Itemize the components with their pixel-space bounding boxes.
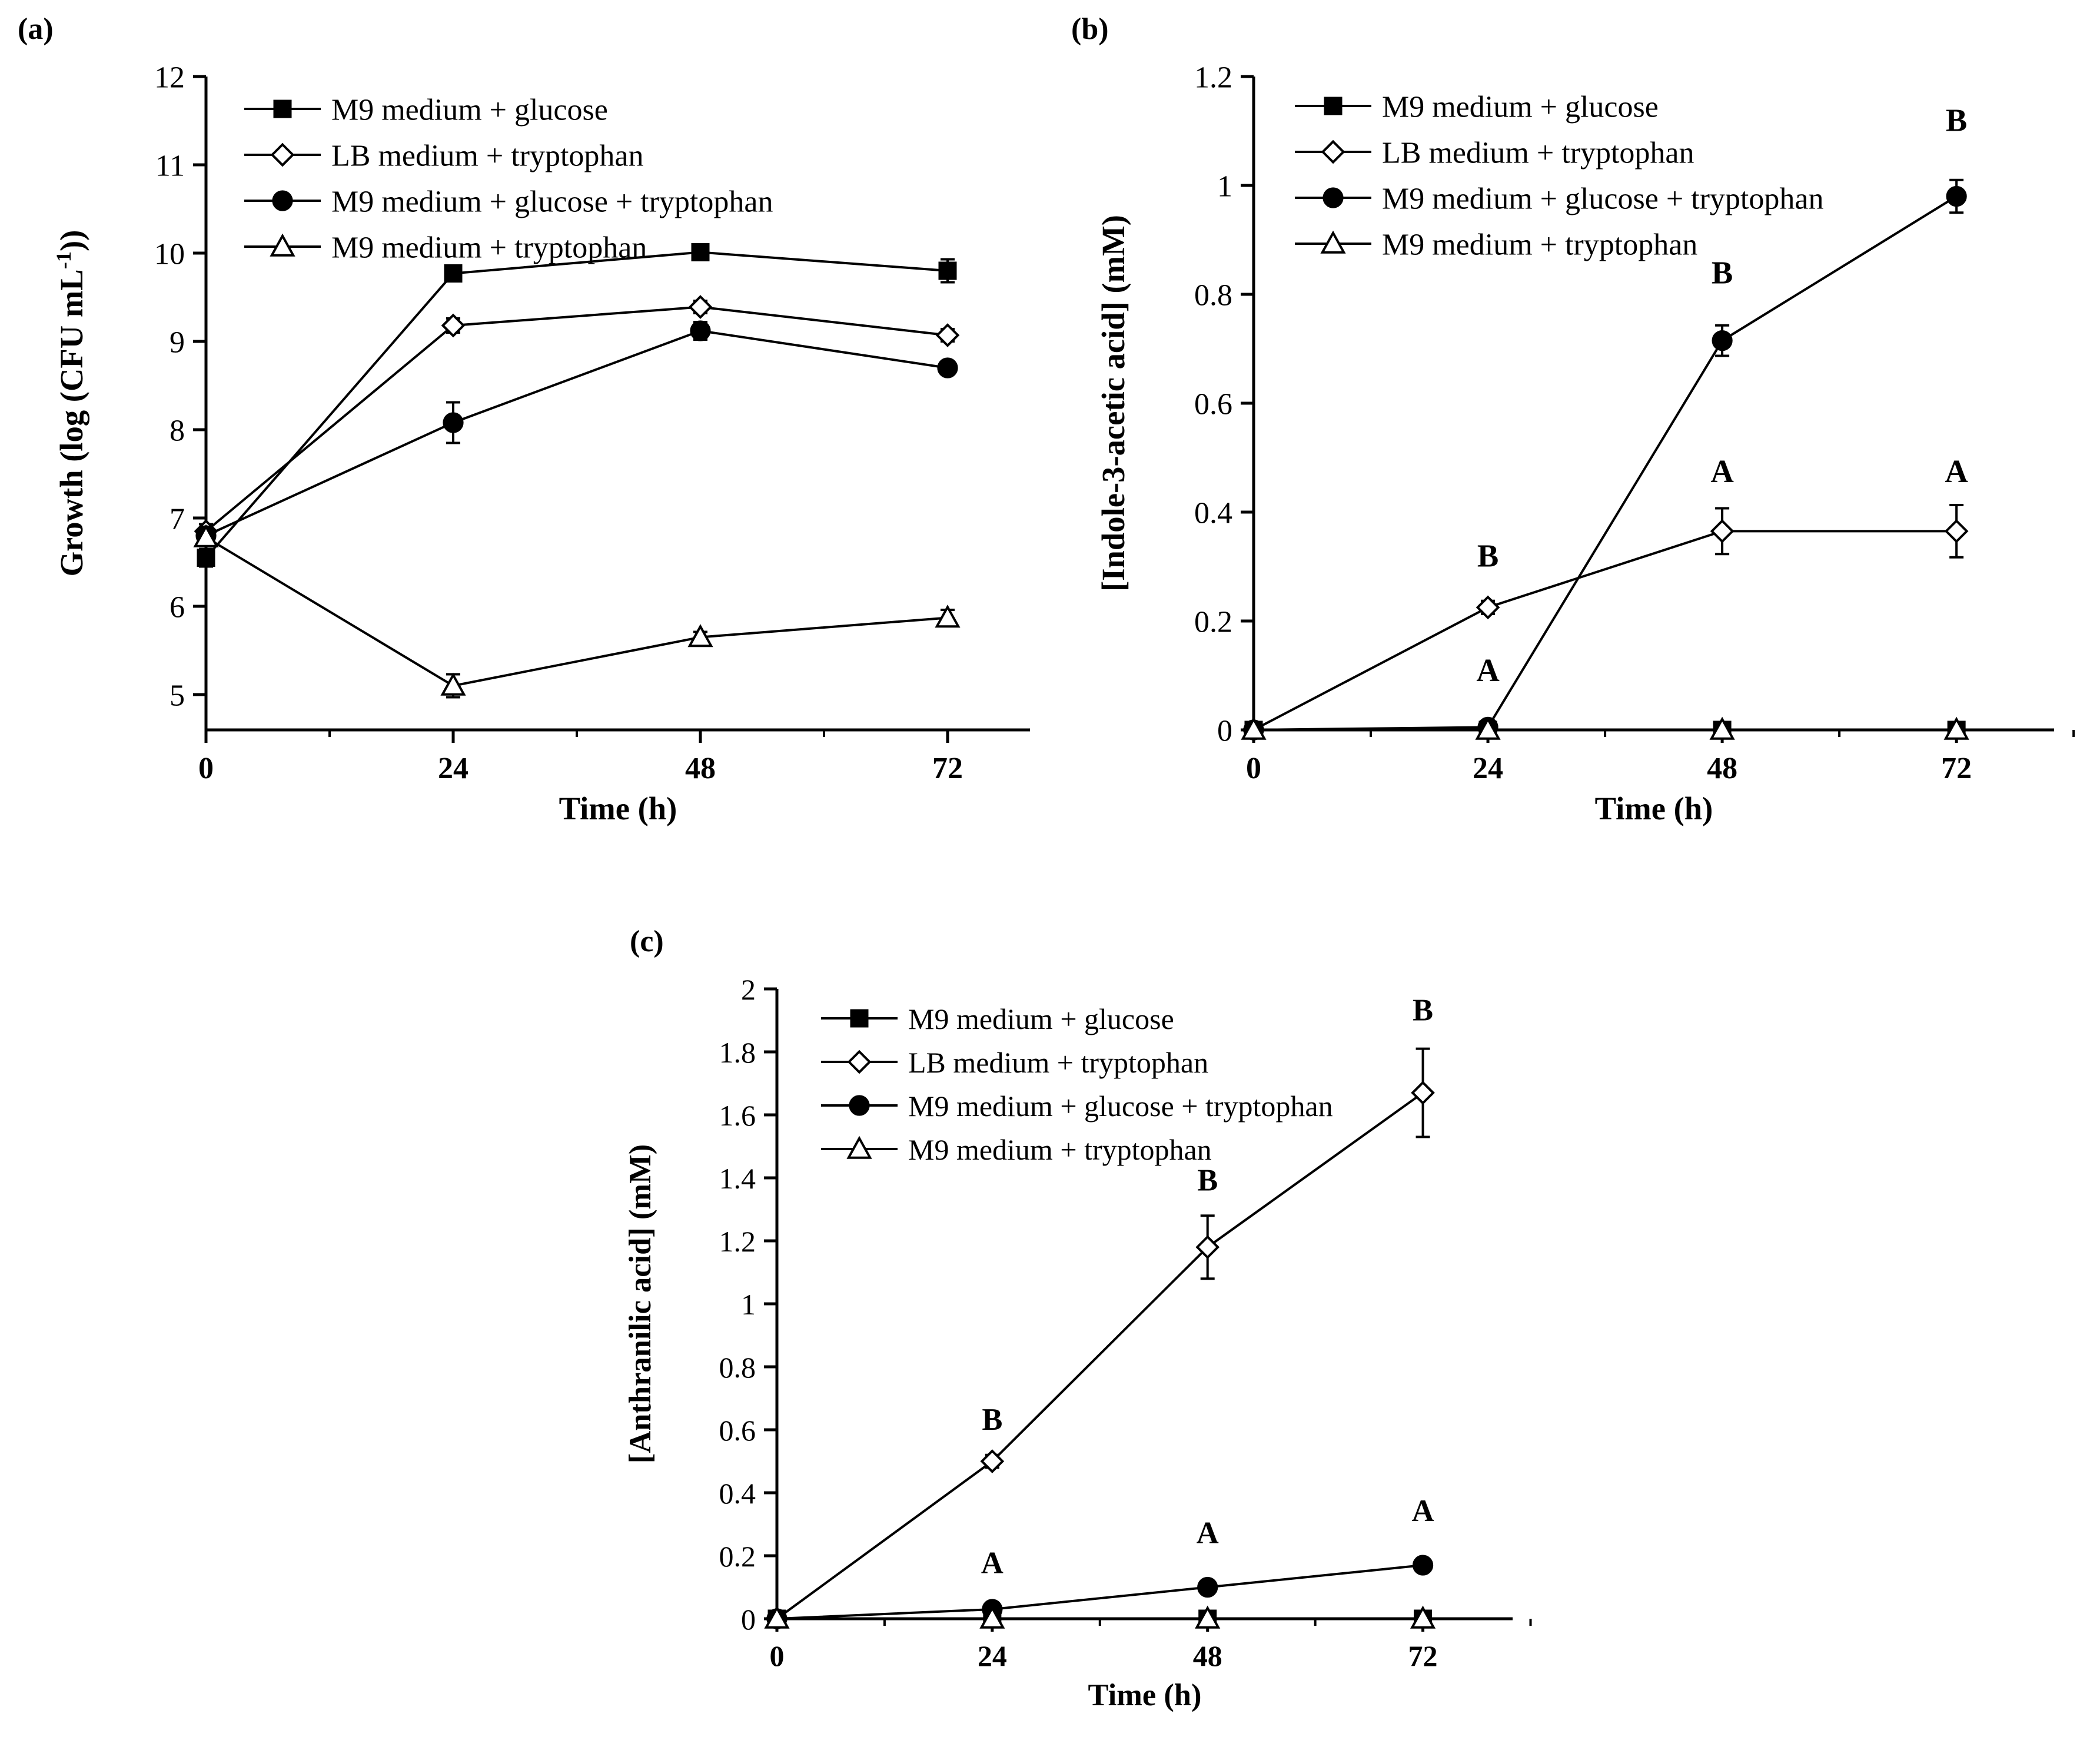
legend-item: [1295, 137, 1694, 170]
data-point-marker: [444, 413, 463, 432]
x-tick-label: 72: [1408, 1639, 1438, 1672]
y-tick-label: 0: [741, 1603, 756, 1636]
significance-label: B: [1945, 102, 1968, 138]
legend-item: [1295, 228, 1697, 262]
x-tick-label: 48: [1192, 1639, 1222, 1672]
legend-item: [821, 1133, 1212, 1166]
x-axis-title: Time (h): [1594, 791, 1713, 826]
y-tick-label: 0.4: [1194, 496, 1232, 530]
legend-label: M9 medium + tryptophan: [908, 1133, 1212, 1166]
legend-label: M9 medium + glucose: [1382, 90, 1659, 124]
legend-label: M9 medium + glucose + tryptophan: [1382, 182, 1824, 216]
legend-item: [244, 185, 773, 219]
data-point-marker: [850, 1096, 869, 1115]
legend-item: [821, 1090, 1333, 1123]
legend-label: LB medium + tryptophan: [908, 1046, 1209, 1079]
x-tick-label: 72: [1941, 752, 1972, 785]
series-filled-square: [198, 244, 956, 567]
y-tick-label: 0.6: [1194, 387, 1232, 421]
data-point-marker: [1324, 188, 1343, 207]
y-tick-label: 10: [154, 237, 185, 271]
y-tick-label: 1.2: [1194, 61, 1232, 95]
y-tick-label: 12: [154, 61, 185, 95]
data-point-marker: [274, 101, 291, 117]
y-axis-title: [Anthranilic acid] (mM): [623, 1144, 657, 1464]
series-line: [1254, 197, 1956, 730]
y-tick-label: 5: [170, 679, 185, 713]
x-tick-label: 24: [977, 1639, 1007, 1672]
significance-label: B: [1413, 993, 1434, 1028]
y-tick-label: 1.6: [719, 1099, 756, 1132]
data-point-marker: [273, 145, 293, 165]
y-tick-label: 0.4: [719, 1477, 756, 1510]
significance-label: B: [1711, 254, 1733, 291]
legend-label: M9 medium + glucose + tryptophan: [908, 1090, 1333, 1123]
data-point-marker: [849, 1052, 870, 1072]
data-point-marker: [1478, 597, 1498, 617]
x-tick-label: 72: [932, 752, 963, 785]
y-axis-title: Growth (log (CFU $mL^{-1}$)): [52, 230, 89, 577]
legend-item: [821, 1046, 1208, 1079]
significance-label: A: [1476, 652, 1500, 688]
data-point-marker: [1198, 1578, 1217, 1596]
data-point-marker: [1713, 331, 1732, 350]
y-tick-label: 0.6: [719, 1414, 756, 1447]
legend-item: [1295, 182, 1823, 216]
legend-label: M9 medium + glucose: [331, 93, 608, 127]
legend-label: LB medium + tryptophan: [1382, 136, 1694, 170]
data-point-marker: [198, 550, 214, 566]
panel-b-label: (b): [1071, 12, 1109, 46]
y-tick-label: 1: [741, 1288, 756, 1321]
legend-label: M9 medium + glucose + tryptophan: [331, 185, 773, 219]
significance-label: B: [1197, 1163, 1218, 1198]
data-point-marker: [1712, 521, 1733, 542]
series-open-diamond: [196, 297, 958, 542]
y-tick-label: 0.2: [1194, 605, 1232, 639]
series-line: [206, 537, 948, 686]
series-line: [1254, 531, 1956, 730]
data-point-marker: [691, 321, 710, 340]
x-tick-label: 24: [1473, 752, 1504, 785]
y-axis-title: [Indole-3-acetic acid] (mM): [1095, 215, 1131, 592]
data-point-marker: [938, 325, 958, 346]
data-point-marker: [1946, 521, 1967, 542]
x-tick-label: 0: [198, 752, 214, 785]
significance-label: A: [1196, 1516, 1219, 1550]
data-point-marker: [938, 358, 957, 377]
legend-label: M9 medium + glucose: [908, 1002, 1174, 1035]
x-axis-title: Time (h): [1088, 1678, 1202, 1712]
panel-a: [12, 6, 1048, 877]
x-tick-label: 0: [769, 1639, 785, 1672]
legend-label: M9 medium + tryptophan: [1382, 228, 1698, 262]
significance-label: A: [1411, 1494, 1434, 1529]
panel-c: [530, 918, 1648, 1742]
data-point-marker: [937, 607, 958, 626]
y-tick-label: 0.8: [719, 1351, 756, 1384]
data-point-marker: [273, 191, 292, 210]
x-tick-label: 48: [685, 752, 716, 785]
y-tick-label: 1: [1217, 170, 1232, 204]
series-filled-circle: [197, 321, 957, 545]
x-tick-label: 0: [1246, 752, 1261, 785]
panel-a-label: (a): [18, 12, 54, 46]
data-point-marker: [1323, 142, 1344, 162]
series-open-diamond: [1244, 505, 1967, 740]
significance-label: A: [1710, 453, 1734, 490]
y-tick-label: 0: [1217, 714, 1232, 748]
legend-label: M9 medium + tryptophan: [331, 231, 647, 265]
y-tick-label: 0.8: [1194, 278, 1232, 313]
legend-label: LB medium + tryptophan: [331, 139, 644, 173]
data-point-marker: [939, 263, 956, 279]
data-point-marker: [445, 265, 461, 282]
series-line: [206, 331, 948, 536]
legend-item: [244, 94, 608, 127]
series-line: [206, 253, 948, 558]
series-line: [777, 1565, 1423, 1619]
y-tick-label: 11: [155, 149, 185, 183]
y-tick-label: 8: [170, 414, 185, 448]
legend-item: [244, 231, 647, 265]
significance-label: A: [1945, 453, 1968, 490]
significance-label: B: [1477, 537, 1499, 574]
significance-label: B: [982, 1403, 1003, 1437]
significance-label: A: [981, 1546, 1004, 1580]
data-point-marker: [1413, 1556, 1432, 1575]
y-tick-label: 2: [741, 973, 756, 1006]
legend-item: [821, 1002, 1174, 1035]
x-tick-label: 24: [438, 752, 468, 785]
series-open-triangle: [195, 527, 958, 698]
data-point-marker: [690, 297, 711, 317]
y-tick-label: 0.2: [719, 1540, 756, 1573]
data-point-marker: [1413, 1082, 1433, 1103]
y-tick-label: 1.4: [719, 1162, 756, 1195]
series-filled-circle: [1244, 180, 1966, 739]
y-tick-label: 1.2: [719, 1225, 756, 1258]
anthranilic-chart: [530, 918, 1648, 1742]
y-tick-label: 9: [170, 326, 185, 360]
data-point-marker: [1947, 187, 1966, 205]
iaa-chart: [1059, 6, 2095, 877]
x-axis-title: Time (h): [559, 791, 677, 826]
data-point-marker: [851, 1010, 868, 1027]
legend-item: [1295, 91, 1659, 124]
panel-c-label: (c): [630, 925, 664, 958]
data-point-marker: [692, 244, 709, 261]
x-tick-label: 48: [1707, 752, 1738, 785]
panel-b: [1059, 6, 2095, 877]
series-line: [206, 307, 948, 532]
y-tick-label: 1.8: [719, 1036, 756, 1069]
y-tick-label: 7: [170, 502, 185, 536]
series-line: [777, 1093, 1423, 1619]
growth-chart: [12, 6, 1048, 877]
legend-item: [244, 140, 644, 173]
data-point-marker: [1325, 98, 1341, 114]
y-tick-label: 6: [170, 590, 185, 625]
